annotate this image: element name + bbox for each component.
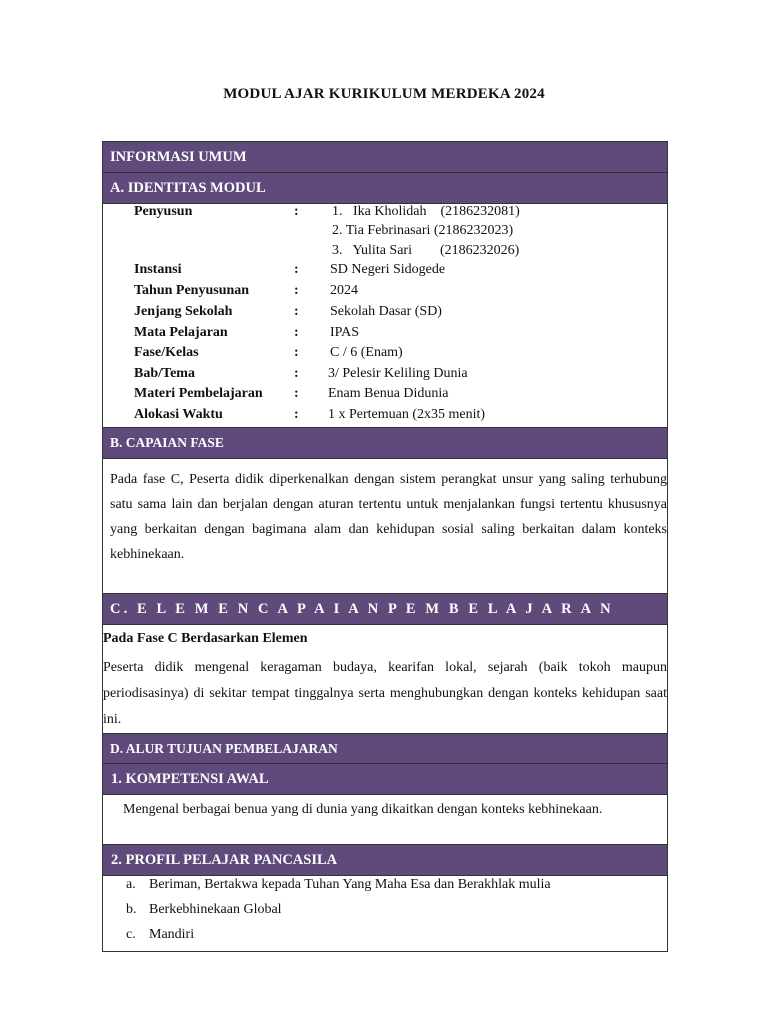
identity-value: SD Negeri Sidogede bbox=[330, 262, 446, 277]
identity-label: Tahun Penyusunan bbox=[134, 283, 250, 298]
capaian-fase-text: Pada fase C, Peserta didik diperkenalkan dengan sistem perangkat unsur yang saling terhubung satu sama lain dan berjalan dengan aturan tertentu untuk menjalankan fungsi tertentu khususnya yang berkaitan dengan bagimana alam dan kehidupan sosial saling berkaitan dalam konteks kebhinekaan. bbox=[110, 472, 667, 562]
identity-row bbox=[103, 386, 669, 406]
identity-colon: : bbox=[294, 345, 299, 360]
identity-label: Alokasi Waktu bbox=[134, 407, 223, 422]
identity-value: 3/ Pelesir Keliling Dunia bbox=[328, 366, 468, 381]
section-alur-tujuan: D. ALUR TUJUAN PEMBELAJARAN bbox=[103, 733, 667, 764]
section-elemen-capaian: C. E L E M E N C A P A I A N P E M B E L A J A R A N bbox=[103, 593, 667, 625]
list-item bbox=[103, 901, 667, 926]
identity-value: Enam Benua Didunia bbox=[328, 386, 449, 401]
identity-colon: : bbox=[294, 386, 299, 401]
penyusun-name: 3. Yulita Sari (2186232026) bbox=[332, 243, 520, 258]
penyusun-name: 1. Ika Kholidah (2186232081) bbox=[332, 204, 520, 219]
elemen-block bbox=[103, 625, 667, 733]
identity-label: Penyusun bbox=[134, 204, 193, 219]
penyusun-name: 2. Tia Febrinasari (2186232023) bbox=[332, 223, 514, 238]
section-kompetensi-awal: 1. KOMPETENSI AWAL bbox=[103, 764, 667, 795]
list-marker: c. bbox=[126, 927, 136, 942]
list-text: Berkebhinekaan Global bbox=[149, 902, 282, 917]
list-item bbox=[103, 926, 667, 951]
module-table bbox=[102, 141, 668, 952]
identity-row bbox=[103, 304, 669, 324]
list-text: Mandiri bbox=[149, 927, 195, 942]
list-marker: a. bbox=[126, 877, 136, 892]
identity-label: Bab/Tema bbox=[134, 366, 195, 381]
elemen-text: Peserta didik mengenal keragaman budaya, kearifan lokal, sejarah (baik tokoh maupun periodisasinya) di sekitar tempat tinggalnya serta menghubungkan dengan konteks kehidupan saat ini. bbox=[103, 660, 667, 727]
identity-row bbox=[103, 283, 669, 303]
identity-row-penyusun bbox=[103, 204, 669, 224]
identity-row bbox=[103, 366, 669, 386]
section-capaian-fase: B. CAPAIAN FASE bbox=[103, 427, 667, 459]
identity-colon: : bbox=[294, 262, 299, 277]
identity-colon: : bbox=[294, 204, 299, 219]
document-title: MODUL AJAR KURIKULUM MERDEKA 2024 bbox=[223, 86, 545, 102]
identity-value: C / 6 (Enam) bbox=[330, 345, 403, 360]
elemen-subheading: Pada Fase C Berdasarkan Elemen bbox=[103, 631, 308, 646]
identity-value: 2024 bbox=[330, 283, 358, 298]
identity-label: Fase/Kelas bbox=[134, 345, 199, 360]
identity-block bbox=[103, 204, 667, 427]
identity-value: 1 x Pertemuan (2x35 menit) bbox=[328, 407, 486, 422]
profil-list bbox=[103, 876, 667, 951]
identity-colon: : bbox=[294, 304, 299, 319]
identity-label: Mata Pelajaran bbox=[134, 325, 228, 340]
identity-colon: : bbox=[294, 366, 299, 381]
list-marker: b. bbox=[126, 902, 137, 917]
identity-colon: : bbox=[294, 325, 299, 340]
section-identitas-modul: A. IDENTITAS MODUL bbox=[103, 173, 667, 204]
list-text: Beriman, Bertakwa kepada Tuhan Yang Maha Esa dan Berakhlak mulia bbox=[149, 877, 551, 892]
list-item bbox=[103, 876, 667, 901]
section-profil-pancasila: 2. PROFIL PELAJAR PANCASILA bbox=[103, 845, 667, 876]
kompetensi-awal-text: Mengenal berbagai benua yang di dunia yang dikaitkan dengan konteks kebhinekaan. bbox=[103, 795, 667, 845]
identity-label: Jenjang Sekolah bbox=[134, 304, 233, 319]
identity-row bbox=[103, 325, 669, 345]
identity-label: Materi Pembelajaran bbox=[134, 386, 263, 401]
identity-colon: : bbox=[294, 283, 299, 298]
identity-row-penyusun-3 bbox=[103, 243, 669, 263]
identity-row-penyusun-2 bbox=[103, 223, 669, 243]
identity-label: Instansi bbox=[134, 262, 182, 277]
identity-row bbox=[103, 407, 669, 427]
identity-value: IPAS bbox=[330, 325, 360, 340]
identity-row bbox=[103, 262, 669, 282]
section-informasi-umum: INFORMASI UMUM bbox=[103, 142, 667, 173]
identity-colon: : bbox=[294, 407, 299, 422]
identity-row bbox=[103, 345, 669, 365]
identity-value: Sekolah Dasar (SD) bbox=[330, 304, 442, 319]
